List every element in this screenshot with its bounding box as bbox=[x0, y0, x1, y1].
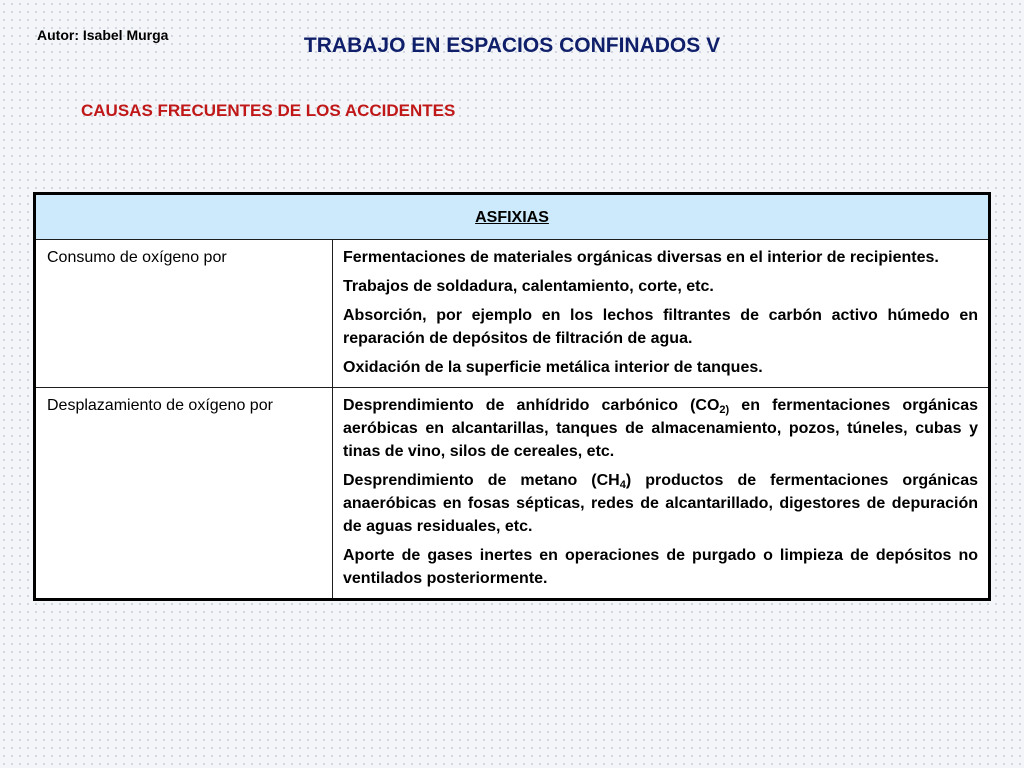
table-row bbox=[35, 240, 990, 388]
cause-item: Oxidación de la superficie metálica interior de tanques. bbox=[343, 359, 763, 376]
cause-item: Trabajos de soldadura, calentamiento, corte, etc. bbox=[343, 278, 714, 295]
cause-item bbox=[343, 394, 978, 463]
row-category-oxygen-displacement: Desplazamiento de oxígeno por bbox=[35, 388, 333, 600]
asphyxia-causes-table bbox=[33, 192, 991, 601]
chemical-subscript: 2) bbox=[719, 404, 730, 416]
page-title: TRABAJO EN ESPACIOS CONFINADOS V bbox=[303, 34, 721, 57]
cause-text: Desprendimiento de anhídrido carbónico (CO bbox=[343, 397, 720, 414]
author-label: Autor: Isabel Murga bbox=[37, 27, 169, 43]
cause-text: en fermentaciones orgánicas aeróbicas en alcantarillas, tanques de almacenamiento, pozos, túneles, cubas y tinas de vino, silos de cereales, etc. bbox=[343, 397, 979, 460]
cause-text: Desprendimiento de metano (CH bbox=[343, 472, 620, 489]
cause-item: Aporte de gases inertes en operaciones de purgado o limpieza de depósitos no ventilados posteriormente. bbox=[343, 547, 978, 587]
table-header-asfixias: ASFIXIAS bbox=[35, 194, 990, 240]
row-description-oxygen-consumption bbox=[333, 240, 990, 388]
row-description-oxygen-displacement bbox=[333, 388, 990, 600]
cause-item bbox=[343, 469, 978, 538]
cause-item: Fermentaciones de materiales orgánicas diversas en el interior de recipientes. bbox=[343, 249, 939, 266]
table-row bbox=[35, 388, 990, 600]
chemical-subscript: 4 bbox=[619, 479, 626, 491]
table-header-row bbox=[35, 194, 990, 240]
row-category-oxygen-consumption: Consumo de oxígeno por bbox=[35, 240, 333, 388]
cause-item: Absorción, por ejemplo en los lechos filtrantes de carbón activo húmedo en reparación de depósitos de filtración de agua. bbox=[343, 307, 978, 347]
section-subtitle: CAUSAS FRECUENTES DE LOS ACCIDENTES bbox=[81, 101, 456, 120]
cause-text: ) productos de fermentaciones orgánicas anaeróbicas en fosas sépticas, redes de alcantarillado, digestores de depuración de aguas residuales, etc. bbox=[343, 472, 979, 535]
